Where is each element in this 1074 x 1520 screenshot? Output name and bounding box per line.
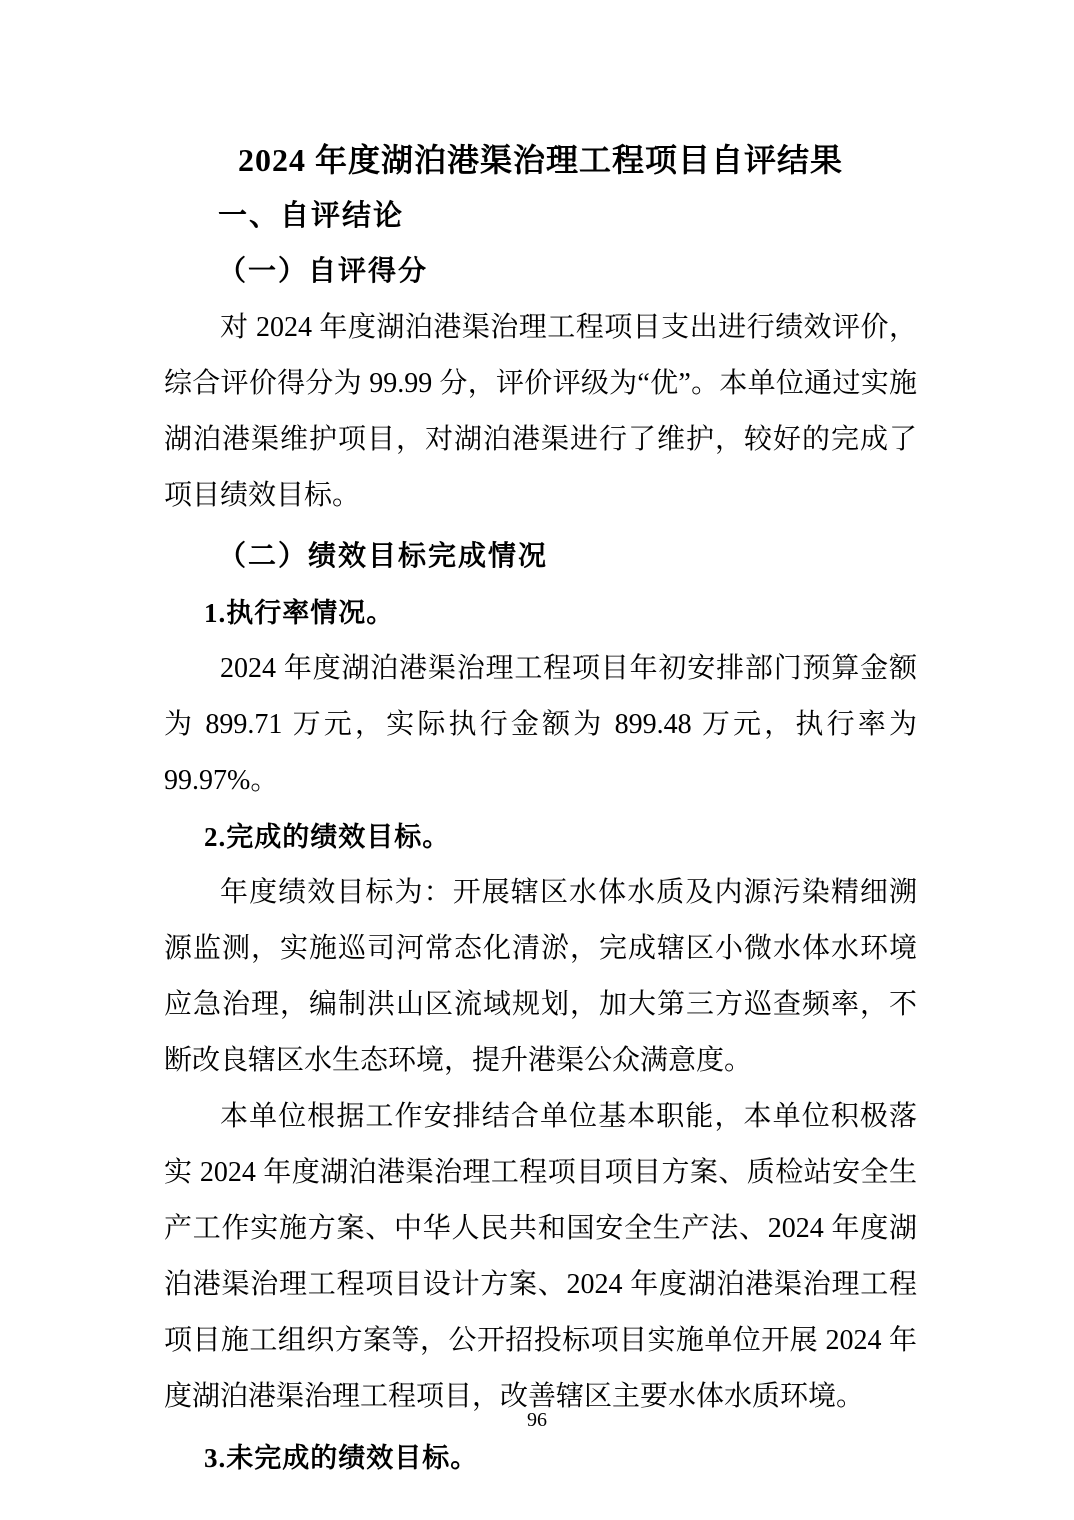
paragraph-execution-rate-detail: 2024 年度湖泊港渠治理工程项目年初安排部门预算金额为 899.71 万元，实际执行金额为 899.48 万元，执行率为 99.97%。 (164, 653, 917, 796)
heading-uncompleted-goals: 3.未完成的绩效目标。 (204, 1443, 479, 1473)
heading-execution-rate: 1.执行率情况。 (204, 598, 395, 628)
paragraph-implementation-detail: 本单位根据工作安排结合单位基本职能，本单位积极落实 2024 年度湖泊港渠治理工程项目项目方案、质检站安全生产工作实施方案、中华人民共和国安全生产法、2024 年度湖泊港渠治理工程项目设计方案、2024 年度湖泊港渠治理工程项目施工组织方案等，公开招投标项目实施单位开展 2024 年度湖泊港渠治理工程项目，改善辖区主要水体水质环境。 (164, 1101, 917, 1412)
heading-goal-completion: （二）绩效目标完成情况 (218, 541, 549, 572)
paragraph-annual-goal-detail: 年度绩效目标为：开展辖区水体水质及内源污染精细溯源监测，实施巡司河常态化清淤，完成辖区小微水体水环境应急治理，编制洪山区流域规划，加大第三方巡查频率，不断改良辖区水生态环境，提升港渠公众满意度。 (164, 877, 917, 1076)
heading-self-score: （一）自评得分 (218, 256, 429, 287)
page-number: 96 (527, 1409, 547, 1431)
heading-completed-goals: 2.完成的绩效目标。 (204, 822, 451, 852)
paragraph-self-score-detail: 对 2024 年度湖泊港渠治理工程项目支出进行绩效评价，综合评价得分为 99.99 分，评价评级为“优”。本单位通过实施湖泊港渠维护项目，对湖泊港渠进行了维护，较好的完成了项目绩效目标。 (164, 312, 917, 511)
document-title: 2024 年度湖泊港渠治理工程项目自评结果 (237, 142, 843, 178)
heading-conclusion: 一、自评结论 (218, 200, 405, 232)
